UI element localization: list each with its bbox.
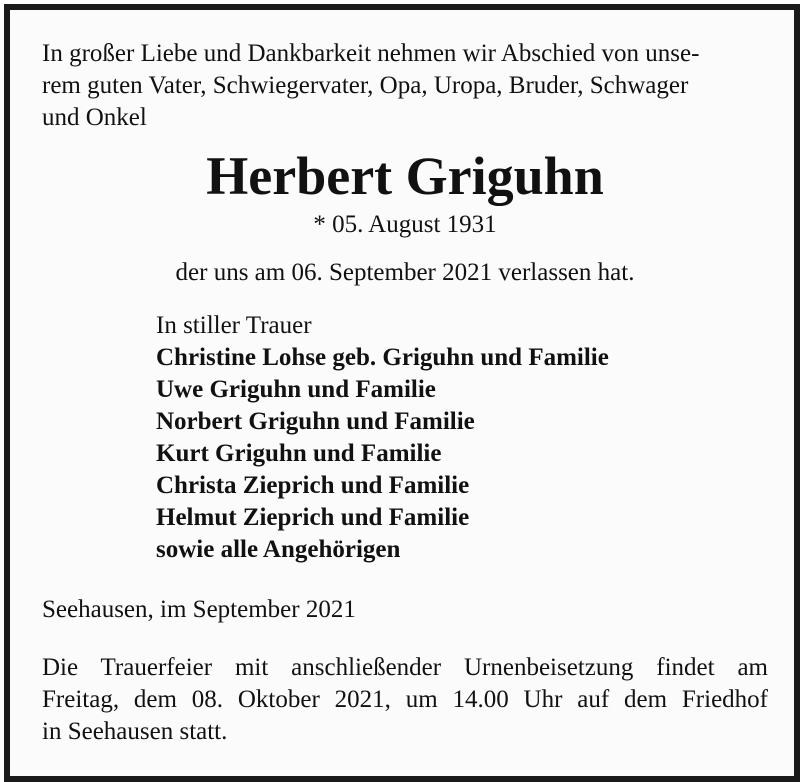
- mourner-name: Christine Lohse geb. Griguhn und Familie: [156, 344, 609, 371]
- obituary-frame: [4, 4, 800, 782]
- mourner-name: Norbert Griguhn und Familie: [156, 408, 475, 435]
- birth-date: * 05. August 1931: [313, 211, 497, 238]
- funeral-line-2: Freitag, dem 08. Oktober 2021, um 14.00 Uhr auf dem Friedhof: [42, 686, 768, 713]
- funeral-notice: [42, 652, 768, 748]
- intro-text: [42, 38, 768, 134]
- mourners-block: [156, 310, 768, 566]
- place-date: Seehausen, im September 2021: [42, 596, 356, 623]
- deceased-name: Herbert Griguhn: [206, 146, 604, 206]
- mourners-list: [156, 342, 768, 566]
- obituary-content: [42, 38, 768, 748]
- mourner-name: Uwe Griguhn und Familie: [156, 376, 436, 403]
- intro-line-2: rem guten Vater, Schwiegervater, Opa, Uropa, Bruder, Schwager: [42, 72, 689, 99]
- funeral-line-3: in Seehausen statt.: [42, 718, 228, 745]
- mourner-name: Helmut Zieprich und Familie: [156, 504, 470, 531]
- mourner-name: Christa Zieprich und Familie: [156, 472, 470, 499]
- funeral-line-1: Die Trauerfeier mit anschließender Urnenbeisetzung findet am: [42, 654, 768, 681]
- mourner-name: Kurt Griguhn und Familie: [156, 440, 442, 467]
- intro-line-3: und Onkel: [42, 104, 147, 131]
- mourner-name: sowie alle Angehörigen: [156, 536, 401, 563]
- mourners-heading: In stiller Trauer: [156, 312, 312, 339]
- intro-line-1: In großer Liebe und Dankbarkeit nehmen wir Abschied von unse-: [42, 40, 700, 67]
- departure-text: der uns am 06. September 2021 verlassen hat.: [175, 259, 635, 286]
